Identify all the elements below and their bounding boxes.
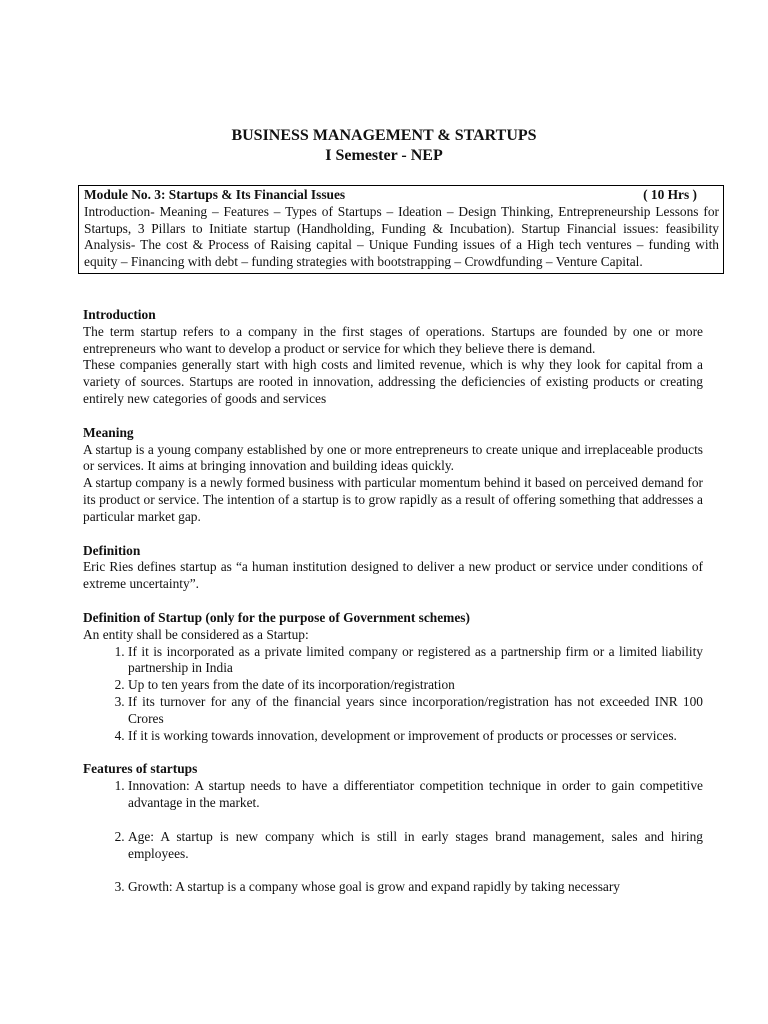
document-subtitle: I Semester - NEP: [325, 147, 443, 164]
list-item: 4. If it is working towards innovation, development or improvement of products or processes or services.: [128, 728, 703, 745]
gov-criteria-list: [83, 644, 703, 745]
module-hours: ( 10 Hrs ): [643, 187, 697, 202]
definition-paragraph: Eric Ries defines startup as “a human institution designed to deliver a new product or service under conditions of extreme uncertainty”.: [83, 559, 703, 592]
module-name: Module No. 3: Startups & Its Financial Issues: [84, 187, 346, 202]
list-item: 2. Age: A startup is new company which is still in early stages brand management, sales and hiring employees.: [128, 829, 703, 863]
features-list: [83, 778, 703, 896]
features-heading: Features of startups: [83, 761, 198, 777]
introduction-heading: Introduction: [83, 307, 156, 322]
list-item: 1. Innovation: A startup needs to have a differentiator competition technique in order to gain competitive advantage in the market.: [128, 778, 703, 812]
meaning-paragraph: A startup is a young company established by one or more entrepreneurs to create unique and irreplaceable products or services. It aims at bringing innovation and building ideas quickly.: [83, 441, 703, 474]
definition-heading: Definition: [83, 542, 141, 558]
module-box: [78, 185, 724, 274]
list-item: 3. Growth: A startup is a company whose goal is grow and expand rapidly by taking necessary: [128, 879, 703, 896]
meaning-heading: Meaning: [83, 424, 134, 440]
module-description: Introduction- Meaning – Features – Types of Startups – Ideation – Design Thinking, Entrepreneurship Lessons for Startups, 3 Pillars to Initiate startup (Handholding, Funding & Incubation). Startup Financial issues: feasibility Analysis- The cost & Process of Raising capital – Unique Funding issues of a High tech ventures – funding with equity – Financing with debt – funding strategies with bootstrapping – Crowdfunding – Venture Capital.: [84, 203, 719, 270]
document-header: [0, 126, 768, 166]
gov-definition-intro: An entity shall be considered as a Startup:: [83, 626, 309, 642]
list-item: 3. If its turnover for any of the financial years since incorporation/registration has not exceeded INR 100 Crores: [128, 694, 703, 728]
list-item: 2. Up to ten years from the date of its incorporation/registration: [128, 677, 703, 694]
gov-definition-heading: Definition of Startup (only for the purpose of Government schemes): [83, 609, 470, 625]
module-header: [84, 187, 719, 204]
document-title: BUSINESS MANAGEMENT & STARTUPS: [231, 127, 537, 144]
meaning-paragraph: A startup company is a newly formed business with particular momentum behind it based on perceived demand for its product or service. The intention of a startup is to grow rapidly as a result of offering something that addresses a particular market gap.: [83, 475, 703, 524]
document-body: [83, 307, 703, 913]
introduction-paragraph: The term startup refers to a company in the first stages of operations. Startups are founded by one or more entrepreneurs who want to develop a product or service for which they believe there is demand.: [83, 323, 703, 356]
introduction-paragraph: These companies generally start with high costs and limited revenue, which is why they look for capital from a variety of sources. Startups are rooted in innovation, addressing the deficiencies of existing products or creating entirely new categories of goods and services: [83, 357, 703, 406]
list-item: 1. If it is incorporated as a private limited company or registered as a partnership firm or a limited liability partnership in India: [128, 644, 703, 678]
